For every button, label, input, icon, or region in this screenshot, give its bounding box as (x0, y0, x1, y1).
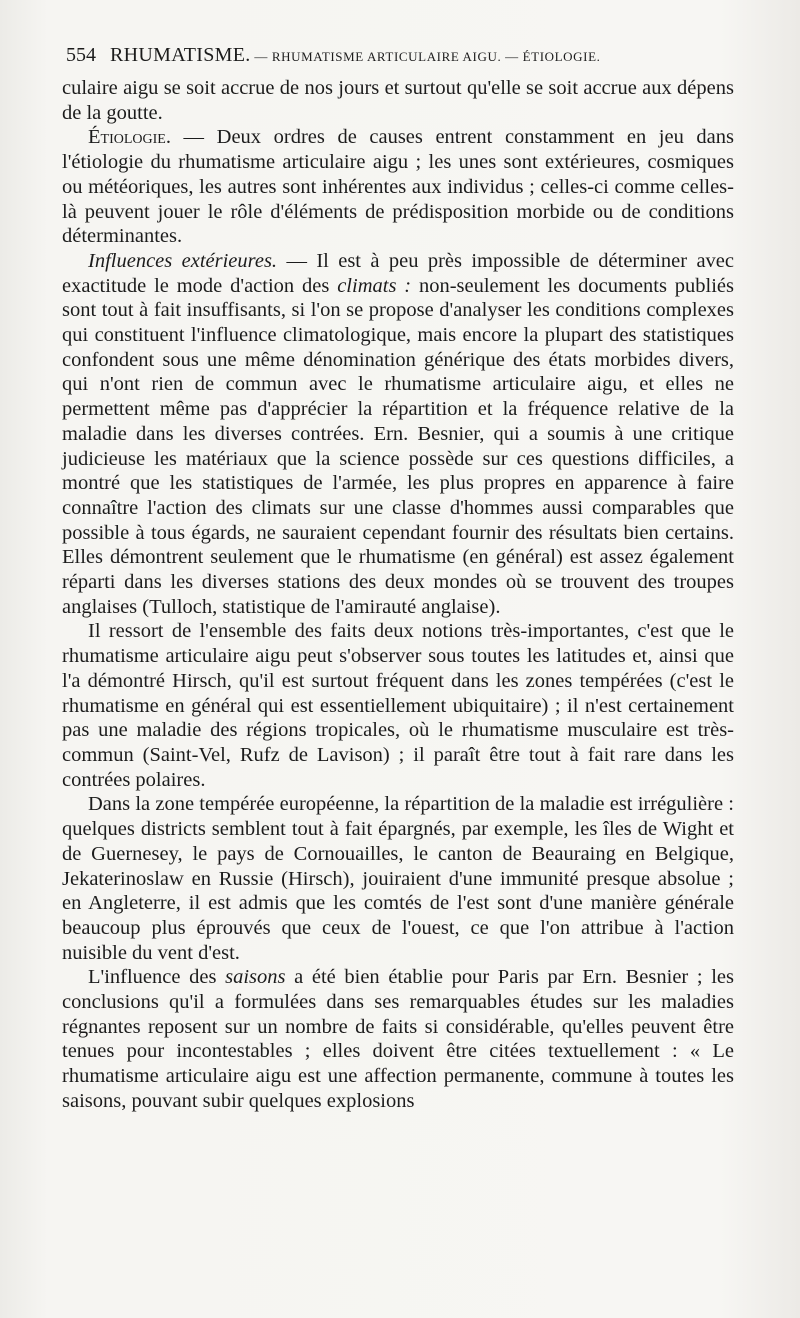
section-subtitle: ÉTIOLOGIE. (522, 49, 601, 64)
paragraph-text: culaire aigu se soit accrue de nos jours et surtout qu'elle se soit accrue aux dépens de la goutte. (62, 77, 734, 124)
body-text (62, 76, 734, 1114)
paragraph-text: non-seulement les documents publiés sont tout à fait insuffisants, si l'on se propose d'analyser les conditions complexes qui constituent l'influence climatologique, mais encore la plupart des statistiques confondent sous une même dénomination générique des états morbides divers, qui n'ont rien de commun avec le rhumatisme articulaire aigu, et elles ne permettent même pas d'apprécier la répartition et la fréquence relative de la maladie dans les diverses contrées. Ern. Besnier, qui a soumis à une critique judicieuse les matériaux que la science possède sur ces questions difficiles, a montré que les statistiques de l'armée, les plus propres en apparence à faire connaître l'action des climats sur une classe d'hommes aussi comparables que possible à tous égards, ne sauraient cependant fournir des résultats bien certains. Elles démontrent seulement que le rhumatisme (en général) est assez également réparti dans les diverses stations des deux mondes où se trouvent des troupes anglaises (Tulloch, statistique de l'amirauté anglaise). (62, 274, 735, 618)
paragraph-text: L'influence des (88, 966, 226, 989)
paragraph-zone-temperee (62, 792, 734, 965)
paragraph-continuation (62, 76, 734, 125)
header-separator: — (501, 49, 523, 64)
paragraph-saisons (62, 965, 734, 1113)
paragraph-etiologie (62, 125, 734, 249)
running-subtitle: RHUMATISME ARTICULAIRE AIGU. (271, 49, 502, 64)
header-separator: — (250, 49, 272, 64)
paragraph-text: Deux ordres de causes entrent constamment en jeu dans l'étiologie du rhumatisme articulaire aigu ; les unes sont extérieures, cosmiques ou météoriques, les autres sont inhérentes aux individus ; celles-ci comme celles-là peuvent jouer le rôle d'éléments de prédisposition morbide ou de conditions déterminantes. (62, 126, 734, 248)
section-heading: Étiologie. (88, 126, 171, 149)
subsection-heading: Influences extérieures. (88, 249, 278, 272)
heading-separator: — (277, 249, 317, 272)
paragraph-text: Il ressort de l'ensemble des faits deux notions très-importantes, c'est que le rhumatisme articulaire aigu peut s'observer sous toutes les latitudes et, ainsi que l'a démontré Hirsch, qu'il est surtout fréquent dans les zones tempérées (c'est le rhumatisme en général qui est essentiellement ubiquitaire) ; il n'est certainement pas une maladie des régions tropicales, où le rhumatisme musculaire est très-commun (Saint-Vel, Rufz de Lavison) ; il paraît être tout à fait rare dans les contrées polaires. (62, 620, 734, 791)
paragraph-text: Dans la zone tempérée européenne, la répartition de la maladie est irrégulière : quelques districts semblent tout à fait épargnés, par exemple, les îles de Wight et de Guernesey, le pays de Cornouailles, le canton de Beauraing en Belgique, Jekaterinoslaw en Russie (Hirsch), jouiraient d'une immunité presque absolue ; en Angleterre, il est admis que les comtés de l'est sont d'une manière générale beaucoup plus éprouvés que ceux de l'ouest, ce que l'on attribue à l'action nuisible du vent d'est. (62, 793, 734, 964)
paragraph-latitudes (62, 619, 734, 792)
heading-separator: — (170, 126, 217, 149)
emphasis-term: saisons (225, 966, 286, 989)
page-number: 554 (66, 44, 96, 66)
emphasis-term: climats : (337, 274, 412, 297)
paragraph-text: a été bien établie pour Paris par Ern. Besnier ; les conclusions qu'il a formulées dans ses remarquables études sur les maladies régnantes reposent sur un nombre de faits si considérable, qu'elles peuvent être tenues pour incontestables ; elles doivent être citées textuellement : « Le rhumatisme articulaire aigu est une affection permanente, commune à toutes les saisons, pouvant subir quelques explosions (62, 966, 734, 1112)
paragraph-influences-exterieures (62, 249, 734, 620)
paragraph-text: Il est à peu près impossible de déterminer avec exactitude le mode d'action des (62, 249, 735, 297)
running-title: RHUMATISME. (110, 44, 251, 66)
running-header (66, 44, 734, 74)
